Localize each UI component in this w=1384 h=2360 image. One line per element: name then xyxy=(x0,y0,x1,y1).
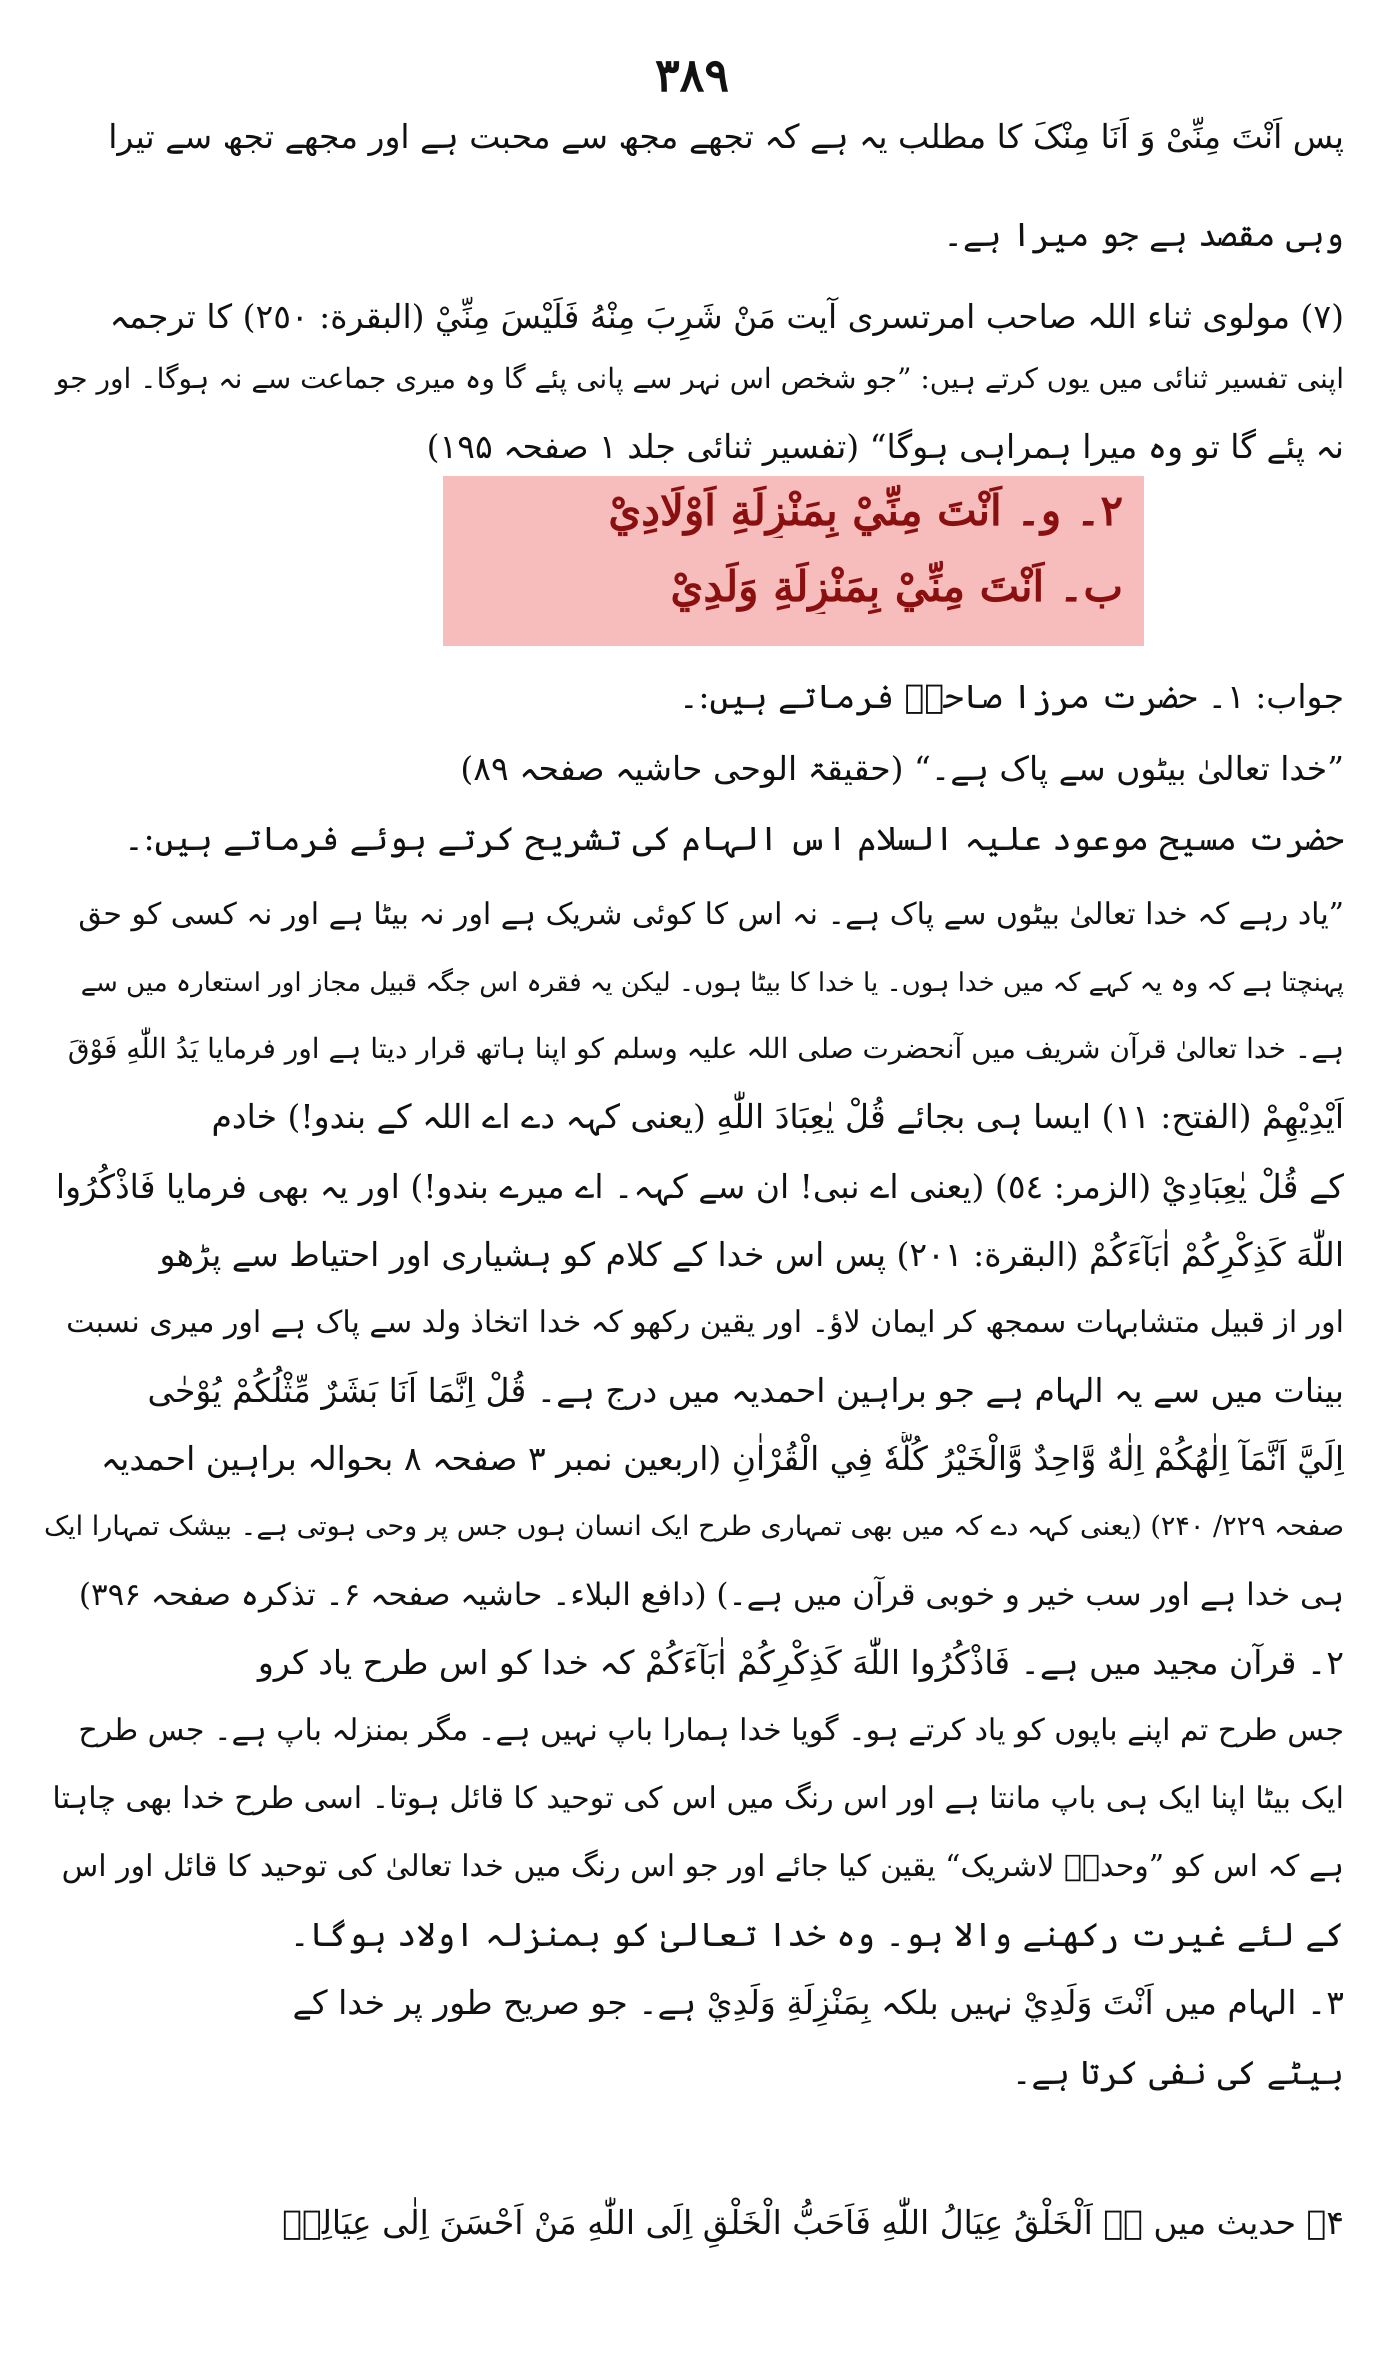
highlighted-revelation-box xyxy=(443,476,1144,646)
highlight-line-2: ب۔ اَنْتَ مِنِّيْ بِمَنْزِلَةِ وَلَدِيْ xyxy=(670,562,1123,611)
text-line: اپنی تفسیر ثنائی میں یوں کرتے ہیں: ”جو شخص اس نہر سے پانی پئے گا وہ میری جماعت سے نہ ہوگا۔ اور جو xyxy=(55,362,1344,395)
text-line: پہنچتا ہے کہ وہ یہ کہے کہ میں خدا ہوں۔ یا خدا کا بیٹا ہوں۔ لیکن یہ فقرہ اس جگہ قبیل مجاز اور استعارہ میں سے xyxy=(80,968,1344,998)
text-line: ہے کہ اس کو ”وحدہٗ لاشریک“ یقین کیا جائے اور جو اس رنگ میں خدا تعالیٰ کی توحید کا قائل اور اس xyxy=(61,1849,1344,1884)
text-line: صفحہ ۲۲۹/ ۲۴۰) (یعنی کہہ دے کہ میں بھی تمہاری طرح ایک انسان ہوں جس پر وحی ہوتی ہے۔ بیشک تمہارا ایک xyxy=(43,1511,1344,1542)
text-line: اور از قبیل متشابہات سمجھ کر ایمان لاؤ۔ اور یقین رکھو کہ خدا اتخاذ ولد سے پاک ہے اور میری نسبت xyxy=(66,1305,1344,1340)
text-line: کے قُلْ يٰعِبَادِيْ (الزمر: ٥٤) (یعنی اے نبی! ان سے کہہ۔ اے میرے بندو!) اور یہ بھی فرمایا فَاذْكُرُوا xyxy=(55,1167,1344,1206)
text-line: بیٹے کی نفی کرتا ہے۔ xyxy=(1012,2053,1344,2092)
text-line: ”خدا تعالیٰ بیٹوں سے پاک ہے۔“ (حقیقۃ الوحی حاشیہ صفحہ ۸۹) xyxy=(460,749,1344,788)
page-number: ۳۸۹ xyxy=(654,48,730,102)
text-line: جواب: ۱۔ حضرت مرزا صاحبؑ فرماتے ہیں:۔ xyxy=(679,677,1344,716)
text-line: پس اَنْتَ مِنِّیْ وَ اَنَا مِنْکَ کا مطلب یہ ہے کہ تجھے مجھ سے محبت ہے اور مجھے تجھ سے تیرا xyxy=(108,117,1344,156)
text-line: اَيْدِيْهِمْ (الفتح: ١١) ایسا ہی بجائے قُلْ يٰعِبَادَ اللّٰهِ (یعنی کہہ دے اے اللہ کے بندو!) خادم xyxy=(211,1097,1344,1136)
text-line: اللّٰهَ كَذِكْرِكُمْ اٰبَآءَكُمْ (البقرة: ٢٠١) پس اس خدا کے کلام کو ہشیاری اور احتیاط سے پڑھو xyxy=(159,1235,1344,1274)
text-line: وہی مقصد ہے جو میرا ہے۔ xyxy=(943,215,1344,254)
text-line: بینات میں سے یہ الہام ہے جو براہین احمدیہ میں درج ہے۔ قُلْ اِنَّمَا اَنَا بَشَرٌ مِّثْلُكُمْ يُوْحٰى xyxy=(147,1371,1344,1410)
text-line: حضرت مسیح موعود علیہ السلام اس الہام کی تشریح کرتے ہوئے فرماتے ہیں:۔ xyxy=(124,819,1344,858)
text-line: ۴۔ حدیث میں ہے اَلْخَلْقُ عِيَالُ اللّٰهِ فَاَحَبُّ الْخَلْقِ اِلَى اللّٰهِ مَنْ اَحْسَنَ اِلٰى عِيَالِهٖ xyxy=(282,2203,1344,2242)
highlight-line-1: ۲۔ و۔ اَنْتَ مِنِّيْ بِمَنْزِلَةِ اَوْلَادِيْ xyxy=(608,486,1123,535)
text-line: ۲۔ قرآن مجید میں ہے۔ فَاذْكُرُوا اللّٰهَ كَذِكْرِكُمْ اٰبَآءَكُمْ کہ خدا کو اس طرح یاد کرو xyxy=(257,1643,1344,1682)
text-line: ۳۔ الہام میں اَنْتَ وَلَدِيْ نہیں بلکہ بِمَنْزِلَةِ وَلَدِيْ ہے۔ جو صریح طور پر خدا کے xyxy=(292,1983,1344,2022)
text-line: جس طرح تم اپنے باپوں کو یاد کرتے ہو۔ گویا خدا ہمارا باپ نہیں ہے۔ مگر بمنزلہ باپ ہے۔ جس طرح xyxy=(78,1713,1344,1748)
text-line: ایک بیٹا اپنا ایک ہی باپ مانتا ہے اور اس رنگ میں اس کی توحید کا قائل ہوتا۔ اسی طرح خدا بھی چاہتا xyxy=(52,1781,1344,1816)
text-line: نہ پئے گا تو وہ میرا ہمراہی ہوگا“ (تفسیر ثنائی جلد ۱ صفحہ ۱۹۵) xyxy=(426,427,1344,466)
text-line: ہی خدا ہے اور سب خیر و خوبی قرآن میں ہے۔) (دافع البلاء۔ حاشیہ صفحہ ۶۔ تذکرہ صفحہ ۳۹۶) xyxy=(78,1577,1344,1613)
text-line: اِلَيَّ اَنَّمَآ اِلٰهُكُمْ اِلٰهٌ وَّاحِدٌ وَّالْخَيْرُ كُلُّهٗ فِي الْقُرْاٰنِ (اربعین نمبر ۳ صفحہ ۸ بحوالہ براہین احمدیہ xyxy=(100,1439,1344,1478)
text-line: (۷) مولوی ثناء اللہ صاحب امرتسری آیت مَنْ شَرِبَ مِنْهُ فَلَيْسَ مِنِّيْ (البقرة: ٢٥٠) کا ترجمہ xyxy=(109,297,1344,336)
text-line: ”یاد رہے کہ خدا تعالیٰ بیٹوں سے پاک ہے۔ نہ اس کا کوئی شریک ہے اور نہ بیٹا ہے اور نہ کسی کو حق xyxy=(78,897,1344,932)
text-line: ہے۔ خدا تعالیٰ قرآن شریف میں آنحضرت صلی اللہ علیہ وسلم کو اپنا ہاتھ قرار دیتا ہے اور فرمایا یَدُ اللّٰهِ فَوْقَ xyxy=(67,1032,1344,1065)
text-line: کے لئے غیرت رکھنے والا ہو۔ وہ خدا تعالیٰ کو بمنزلہ اولاد ہوگا۔ xyxy=(289,1915,1344,1954)
